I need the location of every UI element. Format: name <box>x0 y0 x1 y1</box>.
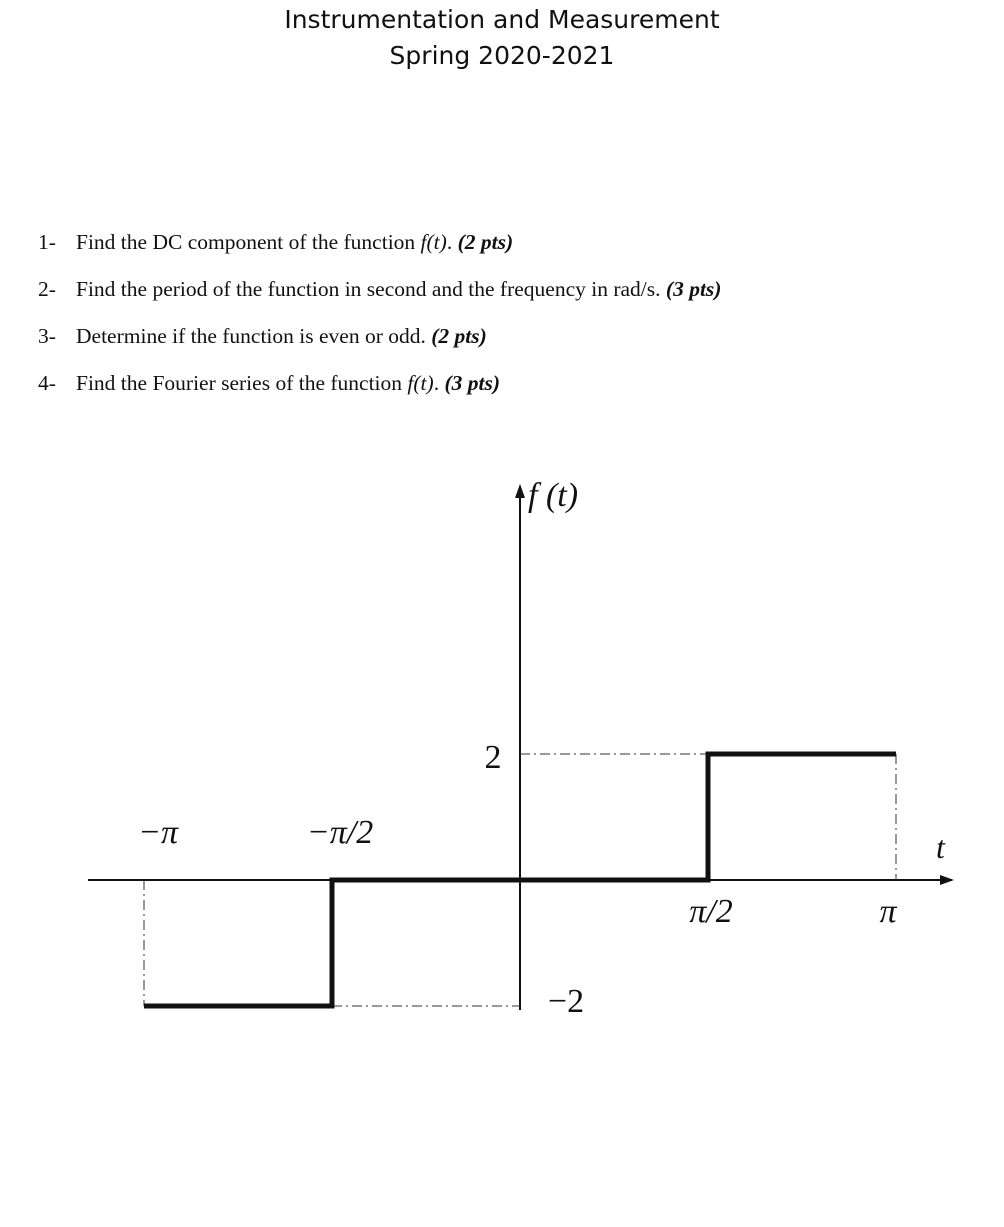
question-text: Find the Fourier series of the function <box>76 371 408 395</box>
x-axis-label: t <box>936 829 945 865</box>
question-function: f(t) <box>420 230 447 254</box>
question-text-after: . <box>433 371 445 395</box>
question-points: (3 pts) <box>665 277 722 301</box>
question-points: (3 pts) <box>444 371 500 395</box>
term-label: Spring 2020-2021 <box>389 41 615 70</box>
y-tick-label-pos: 2 <box>484 739 502 776</box>
question-number: 1- <box>38 230 56 254</box>
y-axis-label: f (t) <box>528 477 579 514</box>
y-tick-label-neg: −2 <box>547 983 585 1020</box>
question-text: Find the period of the function in second and the frequency in rad/s. <box>76 277 666 301</box>
x-tick-label-neg-pi: −π <box>138 814 178 851</box>
question-number: 3- <box>38 324 56 348</box>
question-text: Determine if the function is even or odd. <box>76 324 432 348</box>
course-title: Instrumentation and Measurement <box>284 5 720 34</box>
x-tick-label-pi: π <box>879 893 897 930</box>
question-number: 4- <box>38 371 56 395</box>
question-points: (2 pts) <box>431 324 487 348</box>
question-function: f(t) <box>407 371 434 395</box>
x-tick-label-neg-half-pi: −π/2 <box>306 814 374 851</box>
question-text-after: . <box>446 230 458 254</box>
question-points: (2 pts) <box>457 230 514 254</box>
question-text: Find the DC component of the function <box>76 230 421 254</box>
question-number: 2- <box>38 277 56 301</box>
x-tick-label-half-pi: π/2 <box>689 893 733 930</box>
